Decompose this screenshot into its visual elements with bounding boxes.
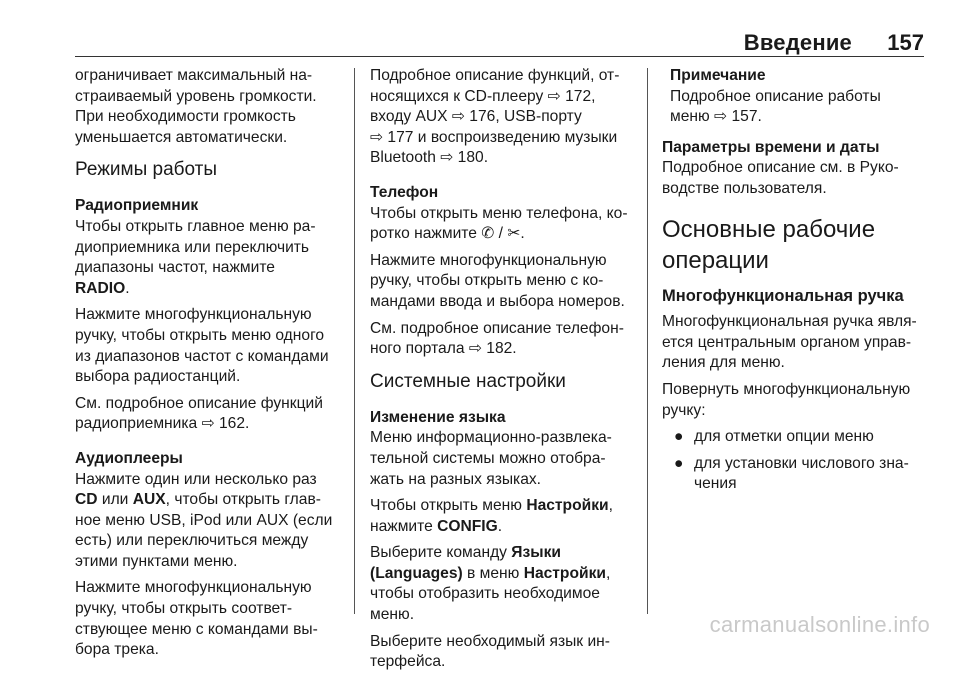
bullet-icon: ●	[674, 428, 684, 446]
column-divider-1	[354, 68, 355, 614]
column-2	[370, 66, 640, 679]
page-number: 157	[887, 30, 924, 55]
paragraph-phone-ref: См. подробное описание телефон- ного портала ⇨ 182.	[370, 319, 624, 358]
page-ref-icon: ⇨	[451, 108, 465, 126]
note-heading: Примечание	[670, 67, 766, 84]
paragraph-knob: Многофункциональная ручка явля- ется центральным органом управ- ления для меню.	[662, 313, 917, 372]
page-ref-icon: ⇨	[547, 87, 561, 105]
cd-key: CD	[75, 491, 98, 509]
heading-language: Изменение языка	[370, 408, 506, 426]
paragraph-open-settings: Чтобы открыть меню Настройки, нажмите CONFIG.	[370, 497, 613, 535]
config-key: CONFIG	[437, 517, 498, 535]
page-title: Введение	[743, 30, 852, 55]
radio-key: RADIO	[75, 279, 126, 297]
aux-key: AUX	[132, 491, 166, 509]
watermark: carmanualsonline.info	[709, 612, 930, 637]
bullet-icon: ●	[674, 454, 684, 472]
paragraph-turn-knob: Повернуть многофункциональную ручку:	[662, 380, 911, 419]
list-item: ● для установки числового зна- чения	[674, 454, 909, 493]
heading-time-date: Параметры времени и даты	[662, 138, 880, 156]
paragraph-select-languages: Выберите команду Языки (Languages) в меню Настройки, чтобы отобразить необходимое меню.	[370, 544, 611, 624]
heading-basic-operation: Основные рабочие операции	[662, 215, 876, 274]
paragraph-language: Меню информационно-развлека- тельной системы можно отобра- жать на разных языках.	[370, 429, 612, 488]
note-body: Подробное описание работы меню ⇨ 157.	[670, 87, 881, 126]
page-header	[0, 0, 960, 58]
paragraph-time-date: Подробное описание см. в Руко- водстве пользователя.	[662, 159, 899, 197]
heading-system-settings: Системные настройки	[370, 370, 566, 392]
heading-phone: Телефон	[370, 183, 439, 201]
column-3	[662, 66, 932, 501]
bullet-list	[662, 427, 932, 495]
paragraph-audio: Нажмите один или несколько раз CD или AUX, чтобы открыть глав- ное меню USB, iPod или AUX (если есть) или переключиться между этими пунктами меню.	[75, 470, 333, 570]
heading-radio: Радиоприемник	[75, 197, 199, 215]
column-1	[75, 66, 345, 667]
heading-modes: Режимы работы	[75, 159, 218, 181]
paragraph-audio-knob: Нажмите многофункциональную ручку, чтобы открыть соответ- ствующее меню с командами вы- бора трека.	[75, 579, 318, 659]
paragraph-phone-knob: Нажмите многофункциональную ручку, чтобы открыть меню с ко- мандами ввода и выбора номеров.	[370, 251, 625, 310]
paragraph-radio-knob: Нажмите многофункциональную ручку, чтобы открыть меню одного из диапазонов частот с командами выбора радиостанций.	[75, 306, 329, 386]
paragraph-volume-limit: ограничивает максимальный на- страиваемый уровень громкости. При необходимости громкость уменьшается автоматически.	[75, 67, 317, 146]
settings-menu-label: Настройки	[526, 497, 609, 515]
page-ref-icon: ⇨	[201, 415, 215, 433]
languages-command: Языки	[511, 544, 561, 562]
list-item: ● для отметки опции меню	[662, 427, 932, 448]
paragraph-radio-ref: См. подробное описание функций радиоприемника ⇨ 162.	[75, 394, 323, 433]
paragraph-choose-language: Выберите необходимый язык ин- терфейса.	[370, 632, 610, 671]
heading-multifunction-knob: Многофункциональная ручка	[662, 286, 904, 305]
paragraph-audio-ref: Подробное описание функций, от- носящихся к CD-плееру ⇨ 172, входу AUX ⇨ 176, USB-порту ⇨ 177 и воспроизведению музыки Bluetooth ⇨ 180.	[370, 67, 620, 167]
phone-icon: ✆ / ✂.	[481, 225, 525, 243]
paragraph-radio: Чтобы открыть главное меню ра- диоприемника или переключить диапазоны частот, нажмите RADIO.	[75, 217, 316, 297]
header-rule	[75, 56, 924, 57]
page-ref-icon: ⇨	[468, 340, 482, 358]
heading-audio: Аудиоплееры	[75, 449, 183, 467]
page-ref-icon: ⇨	[440, 149, 454, 167]
column-divider-2	[647, 68, 648, 614]
page-ref-icon: ⇨	[370, 128, 384, 146]
paragraph-phone: Чтобы открыть меню телефона, ко- ротко нажмите ✆ / ✂.	[370, 204, 628, 243]
page-ref-icon: ⇨	[714, 108, 728, 126]
